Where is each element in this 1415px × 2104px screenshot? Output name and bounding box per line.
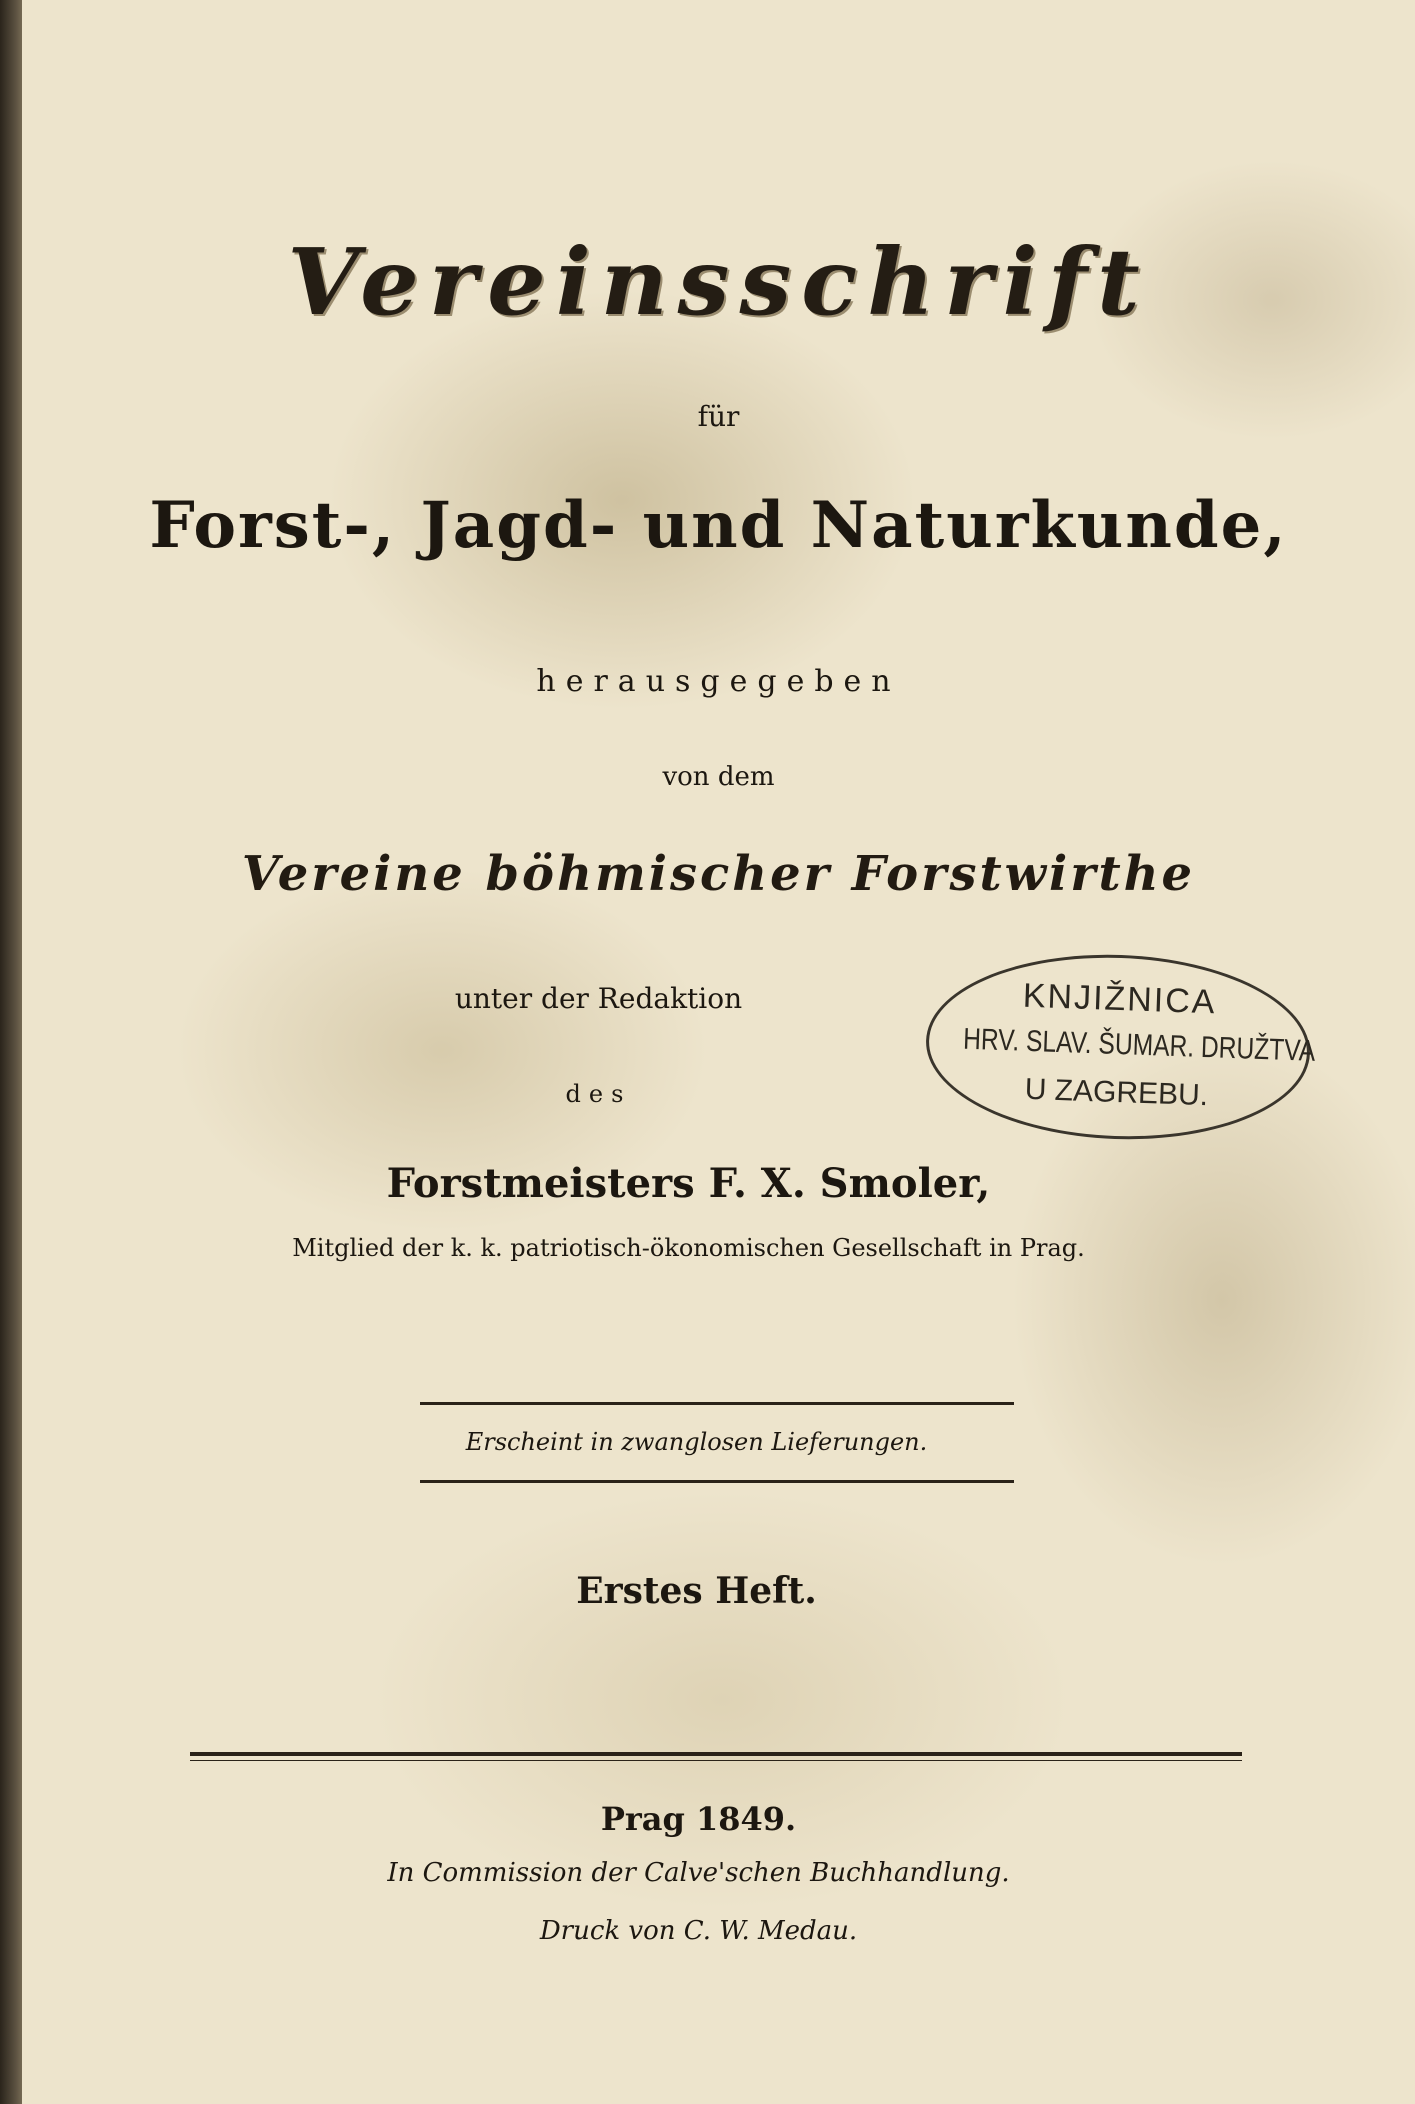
page-title: Vereinsschrift (287, 228, 1150, 336)
divider-bottom (420, 1480, 1014, 1483)
stamp-line-2: HRV. SLAV. ŠUMAR. DRUŽTVA (962, 1022, 1316, 1068)
subject-heading: Forst-, Jagd- und Naturkunde, (149, 488, 1288, 563)
editor-membership: Mitglied der k. k. patriotisch-ökonomischen Gesellschaft in Prag. (292, 1234, 1085, 1262)
herausgegeben-text: herausgegeben (536, 664, 901, 699)
redaktion-text: unter der Redaktion (454, 982, 743, 1015)
title-page (22, 0, 1415, 2104)
imprint-rule-thin (190, 1760, 1242, 1761)
stamp-line-3: U ZAGREBU. (1024, 1072, 1209, 1113)
von-dem-text: von dem (662, 762, 775, 792)
fuer-text: für (697, 400, 740, 433)
publication-note: Erscheint in zwanglosen Lieferungen. (465, 1428, 928, 1456)
imprint-rule (190, 1752, 1242, 1756)
issue-label: Erstes Heft. (576, 1570, 817, 1612)
society-name: Vereine böhmischer Forstwirthe (241, 846, 1196, 902)
des-text: des (565, 1080, 632, 1108)
imprint-place-year: Prag 1849. (600, 1800, 797, 1838)
library-stamp (923, 948, 1316, 1145)
editor-name: Forstmeisters F. X. Smoler, (386, 1160, 991, 1207)
stamp-line-1: KNJIŽNICA (1022, 976, 1218, 1022)
imprint-commission: In Commission der Calve'schen Buchhandlung. (387, 1858, 1010, 1888)
imprint-printer: Druck von C. W. Medau. (539, 1916, 858, 1946)
divider-top (420, 1402, 1014, 1405)
